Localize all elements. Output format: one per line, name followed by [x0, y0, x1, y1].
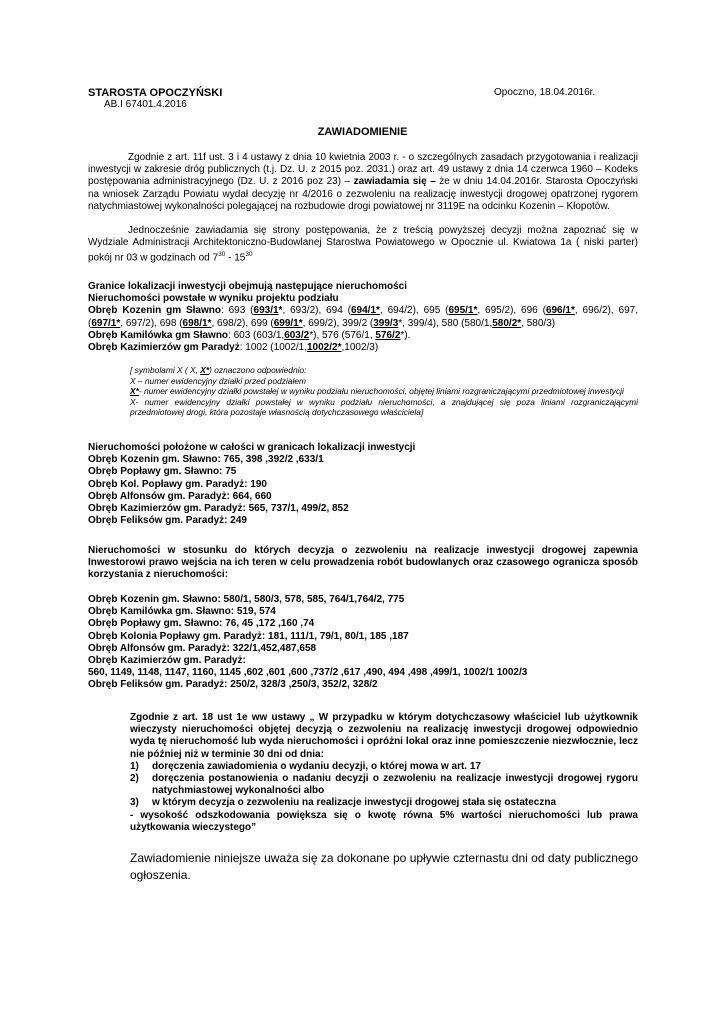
paragraph-access-info	[88, 225, 638, 265]
sec1-heading: Granice lokalizacji inwestycji obejmują następujące nieruchomości	[88, 281, 408, 292]
parcel-run: *	[278, 305, 283, 317]
sec4-item: Obręb Feliksów gm. Paradyż: 250/2, 328/3 ,250/3, 352/2, 328/2	[88, 679, 378, 691]
symbol-legend	[130, 365, 638, 418]
parcel-list-kazimierzow	[88, 342, 638, 354]
sec4-item: Obręb Kazimierzów gm. Paradyż:	[88, 655, 246, 667]
quote-item	[130, 797, 638, 809]
quote-item-text: doręczenia postanowienia o nadaniu decyzji o zezwoleniu na realizacje inwestycji drogowej rygoru natychmiastowej wykonalności albo	[152, 773, 638, 797]
legend-l1a: [ symbolami X ( X,	[130, 365, 201, 375]
legend-l3b: - numer ewidencyjny działki powstałej w wyniku podziału nieruchomości, objętej liniami rozgraniczającymi przedmiotowej inwestycji	[138, 386, 624, 396]
legend-line-2: X – numer ewidencyjny działki przed podziałem	[130, 375, 306, 386]
parcel-run: 694/1*	[351, 305, 380, 317]
parcel-list-kozenin	[88, 305, 638, 329]
sec1-subheading: Nieruchomości powstałe w wyniku projektu podziału	[88, 293, 339, 305]
parcel-run: 697/1*	[91, 317, 121, 329]
parcel-list-kamilowka	[88, 330, 638, 342]
parcel-run: 580/2*	[492, 317, 522, 329]
final-statement: Zawiadomienie niniejsze uważa się za dokonane po upływie czternastu dni od daty publicznego ogłoszenia.	[130, 851, 638, 882]
p1-bold: zawiadamia się –	[353, 176, 436, 188]
p2-sup1: 30	[218, 251, 226, 259]
sec2-item: Obręb Popławy gm. Sławno: 75	[88, 466, 237, 478]
kamilowka-parcels	[228, 330, 410, 341]
legend-l1c: ) oznaczono odpowiednio:	[209, 365, 307, 375]
sec4-item: 560, 1149, 1148, 1147, 1160, 1145 ,602 ,601 ,600 ,737/2 ,617 ,490, 494 ,498 ,499/1, 1002/1 1002/3	[88, 667, 528, 679]
place-date: Opoczno, 18.04.2016r.	[494, 87, 596, 98]
sec2-heading: Nieruchomości położone w całości w granicach lokalizacji inwestycji	[88, 442, 416, 453]
paragraph-legal-basis	[88, 152, 638, 213]
parcel-run: 699/1*	[273, 317, 303, 329]
authority-name: STAROSTA OPOCZYŃSKI	[88, 87, 223, 99]
parcel-run: : 1002 (1002/1,	[239, 342, 307, 354]
parcel-run: , 697/2), 698 (	[120, 317, 183, 329]
kozenin-label: Obręb Kozenin gm Sławno	[88, 305, 221, 317]
sec4-item: Obręb Kozenin gm. Sławno: 580/1, 580/3, 578, 585, 764/1,764/2, 775	[88, 594, 405, 605]
legend-l3a: X*	[130, 386, 139, 396]
parcel-run: 693/1	[253, 305, 279, 317]
quote-item-number: 2)	[130, 773, 139, 785]
parcel-run: 603/2	[284, 329, 310, 341]
parcel-run: *).	[400, 329, 411, 341]
parcel-run: , 694/2), 695 (	[379, 305, 449, 317]
document-title: ZAWIADOMIENIE	[317, 126, 408, 138]
parcel-run: : 603 (603/1,	[228, 329, 285, 341]
parcel-run: , 693/2), 694 (	[282, 305, 351, 317]
parcel-run: : 693 (	[220, 305, 254, 317]
parcel-run: , 580/3)	[521, 317, 556, 329]
p2-text-a: Jednocześnie zawiadamia się strony postępowania, że z treścią powyższej decyzji można zapoznać się w Wydziale Administracji Architektoniczno-Budowlanej Starostwa Powiatowego w Opocznie ul. Kwiatowa 1a ( niski parter) pokój nr 03 w godzinach od 7	[88, 225, 638, 264]
parcel-run: *), 576 (576/1,	[309, 329, 376, 341]
quote-item	[130, 773, 638, 797]
parcel-run: , 696/2), 697, (	[88, 305, 638, 329]
kazimierzow-label: Obręb Kazimierzów gm Paradyż	[88, 342, 240, 354]
parcel-run: 576/2	[375, 329, 401, 341]
sec4-item: Obręb Kolonia Popławy gm. Paradyż: 181, 111/1, 79/1, 80/1, 185 ,187	[88, 630, 409, 642]
parcel-run: 399/3	[373, 317, 399, 329]
parcel-run: *, 399/4), 580 (580/1,	[398, 317, 493, 329]
quoted-provision	[130, 712, 638, 834]
parcel-run: 1002/2*	[307, 342, 342, 354]
sec4-item: Obręb Alfonsów gm. Paradyż: 322/1,452,487,658	[88, 642, 317, 654]
legend-line-4: X- numer ewidencyjny działki powstałej w wyniku podziału nieruchomości, a znajdującej się poza liniami rozgraniczającymi przedmiotowej drogi, która pozostaje własnością dotychczasowego właściciela]	[130, 396, 638, 417]
sec2-item: Obręb Kol. Popławy gm. Paradyż: 190	[88, 478, 267, 490]
quote-item-number: 3)	[130, 797, 139, 809]
sec2-item: Obręb Alfonsów gm. Paradyż: 664, 660	[88, 490, 272, 502]
quote-item	[130, 761, 638, 773]
quote-item-text: doręczenia zawiadomienia o wydaniu decyzji, o której mowa w art. 17	[152, 760, 481, 772]
legend-l1b: X*	[200, 365, 210, 375]
parcel-run: , 695/2), 696 (	[477, 305, 546, 317]
parcel-run: , 698/2), 699 (	[211, 317, 274, 329]
kazimierzow-parcels	[240, 342, 378, 353]
sec2-item: Obręb Kozenin gm. Sławno: 765, 398 ,392/2 ,633/1	[88, 454, 324, 466]
reference-number: AB.I 67401.4.2016	[104, 99, 187, 110]
section-boundaries	[88, 281, 638, 354]
sec2-item: Obręb Kazimierzów gm. Paradyż: 565, 737/1, 499/2, 852	[88, 503, 349, 515]
parcel-run: ,1002/3)	[341, 342, 379, 354]
parcel-run: 695/1*	[448, 305, 478, 317]
sec2-item: Obręb Feliksów gm. Paradyż: 249	[88, 515, 247, 527]
p1-text-a: Zgodnie z art. 11f ust. 3 i 4 ustawy z dnia 10 kwietnia 2003 r. - o szczególnych zasadach przygotowania i realizacji inwestycji w zakresie dróg publicznych (t.j. Dz. U. z 2015 poz. 2031.) oraz art. 49 ustawy z dnia 14 czerwca 1960 – Kodeks postępowania administracyjnego (Dz. U. z 2016 poz 23) –	[88, 152, 638, 188]
p1-text-b: że w dniu 14.04.2016r. Starosta Opoczyński na wniosek Zarządu Powiatu wydał decyzję nr 4/2016 o zezwoleniu na realizację inwestycji drogowej opatrzonej rygorem natychmiastowej wykonalności polegającej na rozbudowie drogi powiatowej nr 3119E na odcinku Kozenin – Kłopotów.	[88, 176, 639, 212]
sec4-item: Obręb Popławy gm. Sławno: 76, 45 ,172 ,160 ,74	[88, 618, 315, 630]
parcel-run: 698/1*	[182, 317, 212, 329]
quote-item-number: 1)	[130, 760, 139, 772]
parcel-run: , 699/2), 399/2 (	[302, 317, 374, 329]
quote-outro: - wysokość odszkodowania powiększa się o kwotę równa 5% wartości nieruchomości lub prawa użytkowania wieczystego”	[130, 809, 638, 833]
section-full-parcels	[88, 442, 638, 527]
kamilowka-label: Obręb Kamilówka gm Sławno	[88, 329, 229, 341]
legend-line-3	[130, 386, 638, 397]
parcel-run: 696/1*	[545, 305, 575, 317]
legend-line-1	[130, 365, 638, 376]
p2-sup2: 30	[245, 251, 253, 259]
sec4-item: Obręb Kamilówka gm. Sławno: 519, 574	[88, 606, 276, 618]
p2-dash: - 15	[225, 252, 246, 264]
section-entry-parcels	[88, 594, 638, 692]
section-entry-rights: Nieruchomości w stosunku do których decyzja o zezwoleniu na realizacje inwestycji drogowej zapewnia Inwestorowi prawo wejścia na ich teren w celu prowadzenia robót budowlanych oraz czasowego ogranicza sposób korzystania z nieruchomości:	[88, 545, 638, 581]
quote-intro: Zgodnie z art. 18 ust 1e ww ustawy „ W przypadku w którym dotychczasowy właściciel lub użytkownik wieczysty nieruchomości objętej decyzją o zezwoleniu na realizację inwestycji drogowej odpowiednio wyda tę nieruchomość lub wyda nieruchomości i opróżni lokal oraz inne pomieszczenie niezwłocznie, lecz nie później niż w terminie 30 dni od dnia:	[130, 712, 638, 760]
quote-item-text: w którym decyzja o zezwoleniu na realizacje inwestycji drogowej stała się ostateczna	[152, 797, 557, 809]
